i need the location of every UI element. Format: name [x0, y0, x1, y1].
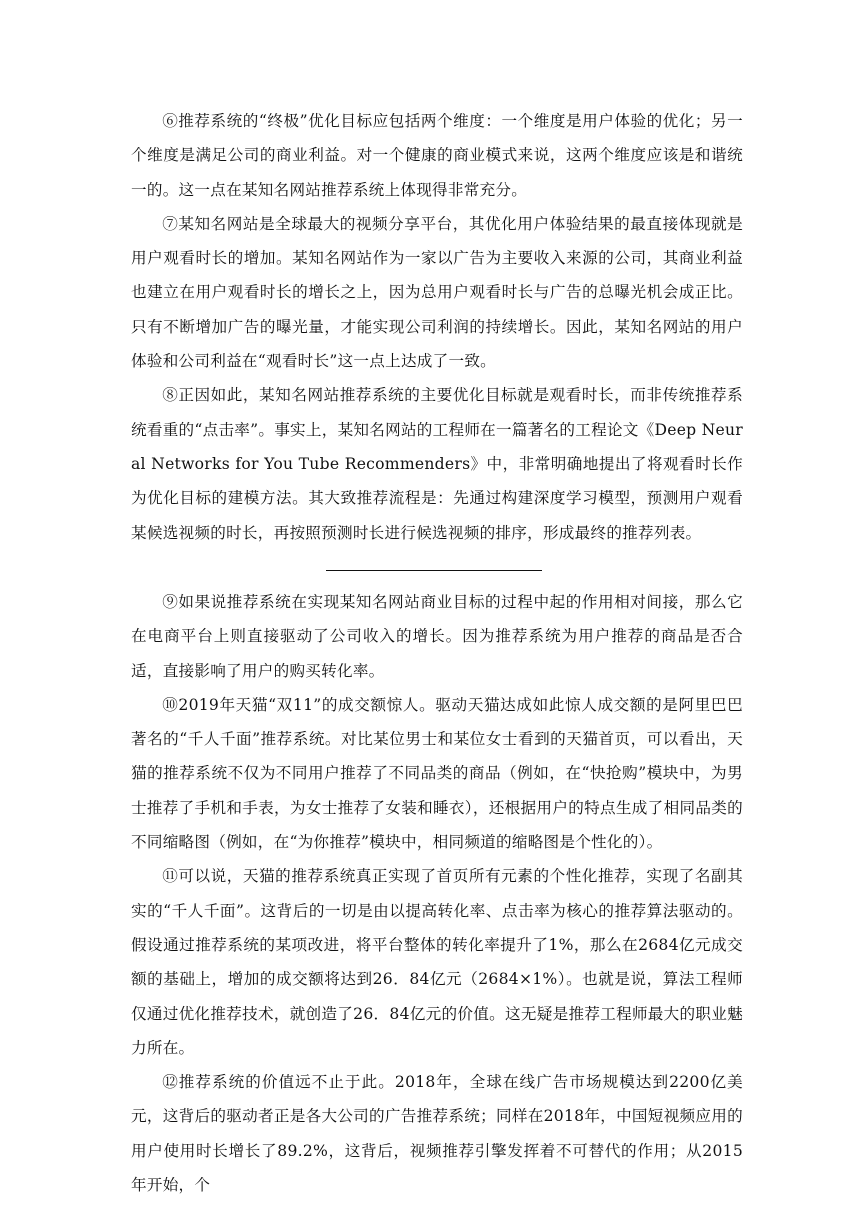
- paragraph-12: ⑫推荐系统的价值远不止于此。2018年，全球在线广告市场规模达到2200亿美元，这背后的驱动者正是各大公司的广告推荐系统；同样在2018年，中国短视频应用的用户使用时长增长了89.2%，这背后，视频推荐引擎发挥着不可替代的作用；从2015年开始，个: [131, 1073, 743, 1195]
- paragraph-11: ⑪可以说，天猫的推荐系统真正实现了首页所有元素的个性化推荐，实现了名副其实的“千人千面”。这背后的一切是由以提高转化率、点击率为核心的推荐算法驱动的。假设通过推荐系统的某项改进，将平台整体的转化率提升了1%，那么在2684亿元成交额的基础上，增加的成交额将达到26．84亿元（2684×1%）。也就是说，算法工程师仅通过优化推荐技术，就创造了26．84亿元的价值。这无疑是推荐工程师最大的职业魅力所在。: [131, 867, 743, 1057]
- paragraph-6: ⑥推荐系统的“终极”优化目标应包括两个维度：一个维度是用户体验的优化；另一个维度是满足公司的商业利益。对一个健康的商业模式来说，这两个维度应该是和谐统一的。这一点在某知名网站推荐系统上体现得非常充分。: [131, 112, 743, 199]
- paragraph-8: ⑧正因如此，某知名网站推荐系统的主要优化目标就是观看时长，而非传统推荐系统看重的“点击率”。事实上，某知名网站的工程师在一篇著名的工程论文《Deep Neural Networks for You Tube Recommenders》中，非常明确地提出了将观看时长作为优化目标的建模方法。其大致推荐流程是：先通过构建深度学习模型，预测用户观看某候选视频的时长，再按照预测时长进行候选视频的排序，形成最终的推荐列表。: [131, 386, 743, 542]
- section-divider-line: [326, 570, 542, 571]
- paragraph-10: ⑩2019年天猫“双11”的成交额惊人。驱动天猫达成如此惊人成交额的是阿里巴巴著名的“千人千面”推荐系统。对比某位男士和某位女士看到的天猫首页，可以看出，天猫的推荐系统不仅为不同用户推荐了不同品类的商品（例如，在“快抢购”模块中，为男士推荐了手机和手表，为女士推荐了女装和睡衣），还根据用户的特点生成了相同品类的不同缩略图（例如，在“为你推荐”模块中，相同频道的缩略图是个性化的）。: [131, 695, 743, 852]
- paragraph-9: ⑨如果说推荐系统在实现某知名网站商业目标的过程中起的作用相对间接，那么它在电商平台上则直接驱动了公司收入的增长。因为推荐系统为用户推荐的商品是否合适，直接影响了用户的购买转化率。: [131, 593, 743, 680]
- article-section-top: [131, 104, 743, 550]
- paragraph-7: ⑦某知名网站是全球最大的视频分享平台，其优化用户体验结果的最直接体现就是用户观看时长的增加。某知名网站作为一家以广告为主要收入来源的公司，其商业利益也建立在用户观看时长的增长之上，因为总用户观看时长与广告的总曝光机会成正比。只有不断增加广告的曝光量，才能实现公司利润的持续增长。因此，某知名网站的用户体验和公司利益在“观看时长”这一点上达成了一致。: [131, 214, 743, 371]
- article-section-bottom: [131, 585, 743, 1202]
